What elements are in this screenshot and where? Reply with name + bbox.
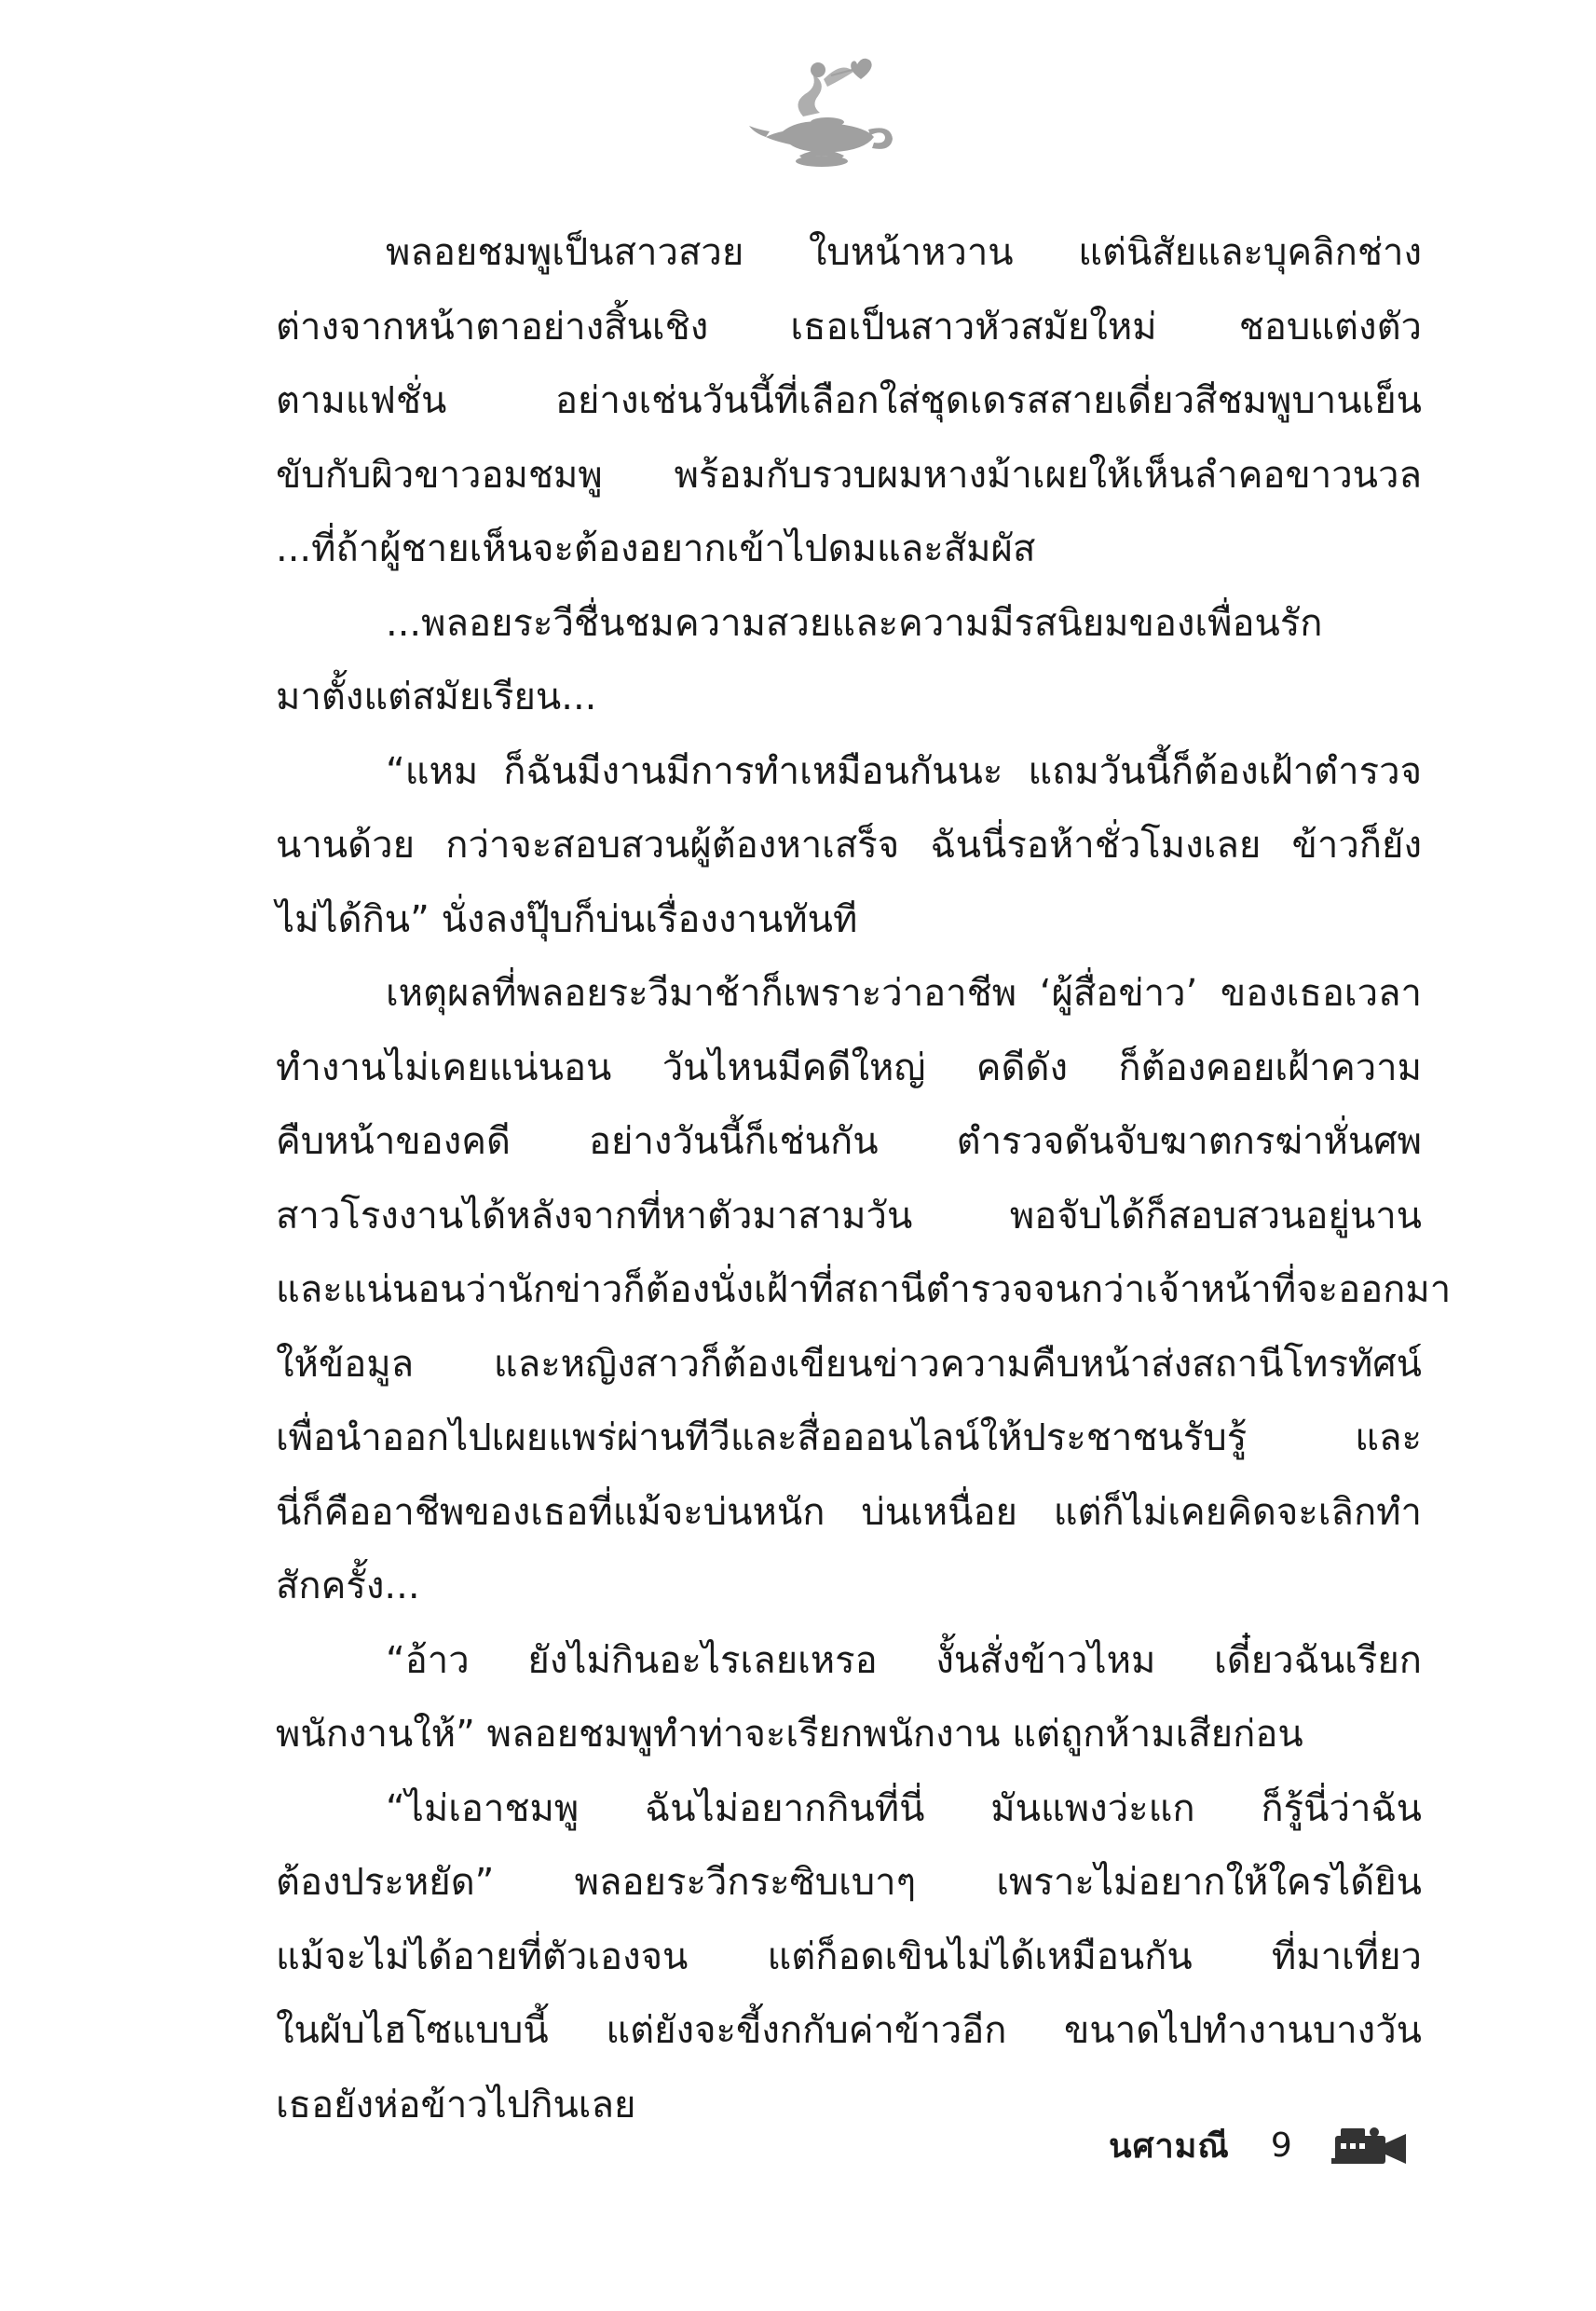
text-line: ในผับไฮโซแบบนี้ แต่ยังจะขี้งกกับค่าข้าวอีก ขนาดไปทำงานบางวัน [276, 2009, 1422, 2052]
text-line: เหตุผลที่พลอยระวีมาช้าก็เพราะว่าอาชีพ ‘ผู้สื่อข่าว’ ของเธอเวลา [386, 972, 1422, 1015]
genie-lamp-ornament-icon [745, 51, 904, 172]
text-line: คืบหน้าของคดี อย่างวันนี้ก็เช่นกัน ตำรวจดันจับฆาตกรฆ่าหั่นศพ [276, 1120, 1422, 1163]
text-line: พนักงานให้” พลอยชมพูทำท่าจะเรียกพนักงาน แต่ถูกห้ามเสียก่อน [276, 1713, 1303, 1756]
text-line: “แหม ก็ฉันมีงานมีการทำเหมือนกันนะ แถมวันนี้ก็ต้องเฝ้าตำรวจ [386, 749, 1422, 793]
text-line: พลอยชมพูเป็นสาวสวย ใบหน้าหวาน แต่นิสัยและบุคลิกช่าง [386, 231, 1422, 274]
text-line: และแน่นอนว่านักข่าวก็ต้องนั่งเฝ้าที่สถานีตำรวจจนกว่าเจ้าหน้าที่จะออกมา [276, 1268, 1452, 1311]
text-line: แม้จะไม่ได้อายที่ตัวเองจน แต่ก็อดเขินไม่ได้เหมือนกัน ที่มาเที่ยว [276, 1935, 1422, 1978]
text-line: เพื่อนำออกไปเผยแพร่ผ่านทีวีและสื่อออนไลน์ให้ประชาชนรับรู้ และ [276, 1416, 1422, 1459]
text-line: “ไม่เอาชมพู ฉันไม่อยากกินที่นี่ มันแพงว่ะแก ก็รู้นี่ว่าฉัน [386, 1786, 1422, 1830]
text-line: ตามแฟชั่น อย่างเช่นวันนี้ที่เลือกใส่ชุดเดรสสายเดี่ยวสีชมพูบานเย็น [276, 379, 1422, 422]
video-camera-icon [1331, 2123, 1410, 2167]
text-line: ต่างจากหน้าตาอย่างสิ้นเชิง เธอเป็นสาวหัวสมัยใหม่ ชอบแต่งตัว [276, 305, 1422, 349]
text-line: มาตั้งแต่สมัยเรียน... [276, 676, 597, 718]
body-text [276, 216, 1452, 2142]
book-title: นศามณี [1109, 2126, 1230, 2166]
text-line: นานด้วย กว่าจะสอบสวนผู้ต้องหาเสร็จ ฉันนี่รอห้าชั่วโมงเลย ข้าวก็ยัง [276, 824, 1422, 867]
text-line: ...พลอยระวีชื่นชมความสวยและความมีรสนิยมของเพื่อนรัก [386, 601, 1323, 645]
text-line: เธอยังห่อข้าวไปกินเลย [276, 2083, 636, 2126]
text-line: ...ที่ถ้าผู้ชายเห็นจะต้องอยากเข้าไปดมและสัมผัส [276, 527, 1036, 570]
text-line: ไม่ได้กิน” นั่งลงปุ๊บก็บ่นเรื่องงานทันที [276, 897, 858, 941]
text-line: ขับกับผิวขาวอมชมพู พร้อมกับรวบผมหางม้าเผยให้เห็นลำคอขาวนวล [276, 453, 1422, 497]
text-line: สาวโรงงานได้หลังจากที่หาตัวมาสามวัน พอจับได้ก็สอบสวนอยู่นาน [276, 1194, 1422, 1238]
text-line: “อ้าว ยังไม่กินอะไรเลยเหรอ งั้นสั่งข้าวไหม เดี๋ยวฉันเรียก [386, 1638, 1422, 1682]
page-footer [1109, 2117, 1410, 2173]
text-line: ทำงานไม่เคยแน่นอน วันไหนมีคดีใหญ่ คดีดัง ก็ต้องคอยเฝ้าความ [276, 1046, 1422, 1089]
page-number: 9 [1270, 2126, 1292, 2165]
text-line: นี่ก็คืออาชีพของเธอที่แม้จะบ่นหนัก บ่นเหนื่อย แต่ก็ไม่เคยคิดจะเลิกทำ [276, 1490, 1422, 1534]
text-line: ให้ข้อมูล และหญิงสาวก็ต้องเขียนข่าวความคืบหน้าส่งสถานีโทรทัศน์ [276, 1342, 1422, 1386]
text-line: ต้องประหยัด” พลอยระวีกระซิบเบาๆ เพราะไม่อยากให้ใครได้ยิน [276, 1861, 1422, 1904]
text-line: สักครั้ง... [276, 1565, 420, 1607]
